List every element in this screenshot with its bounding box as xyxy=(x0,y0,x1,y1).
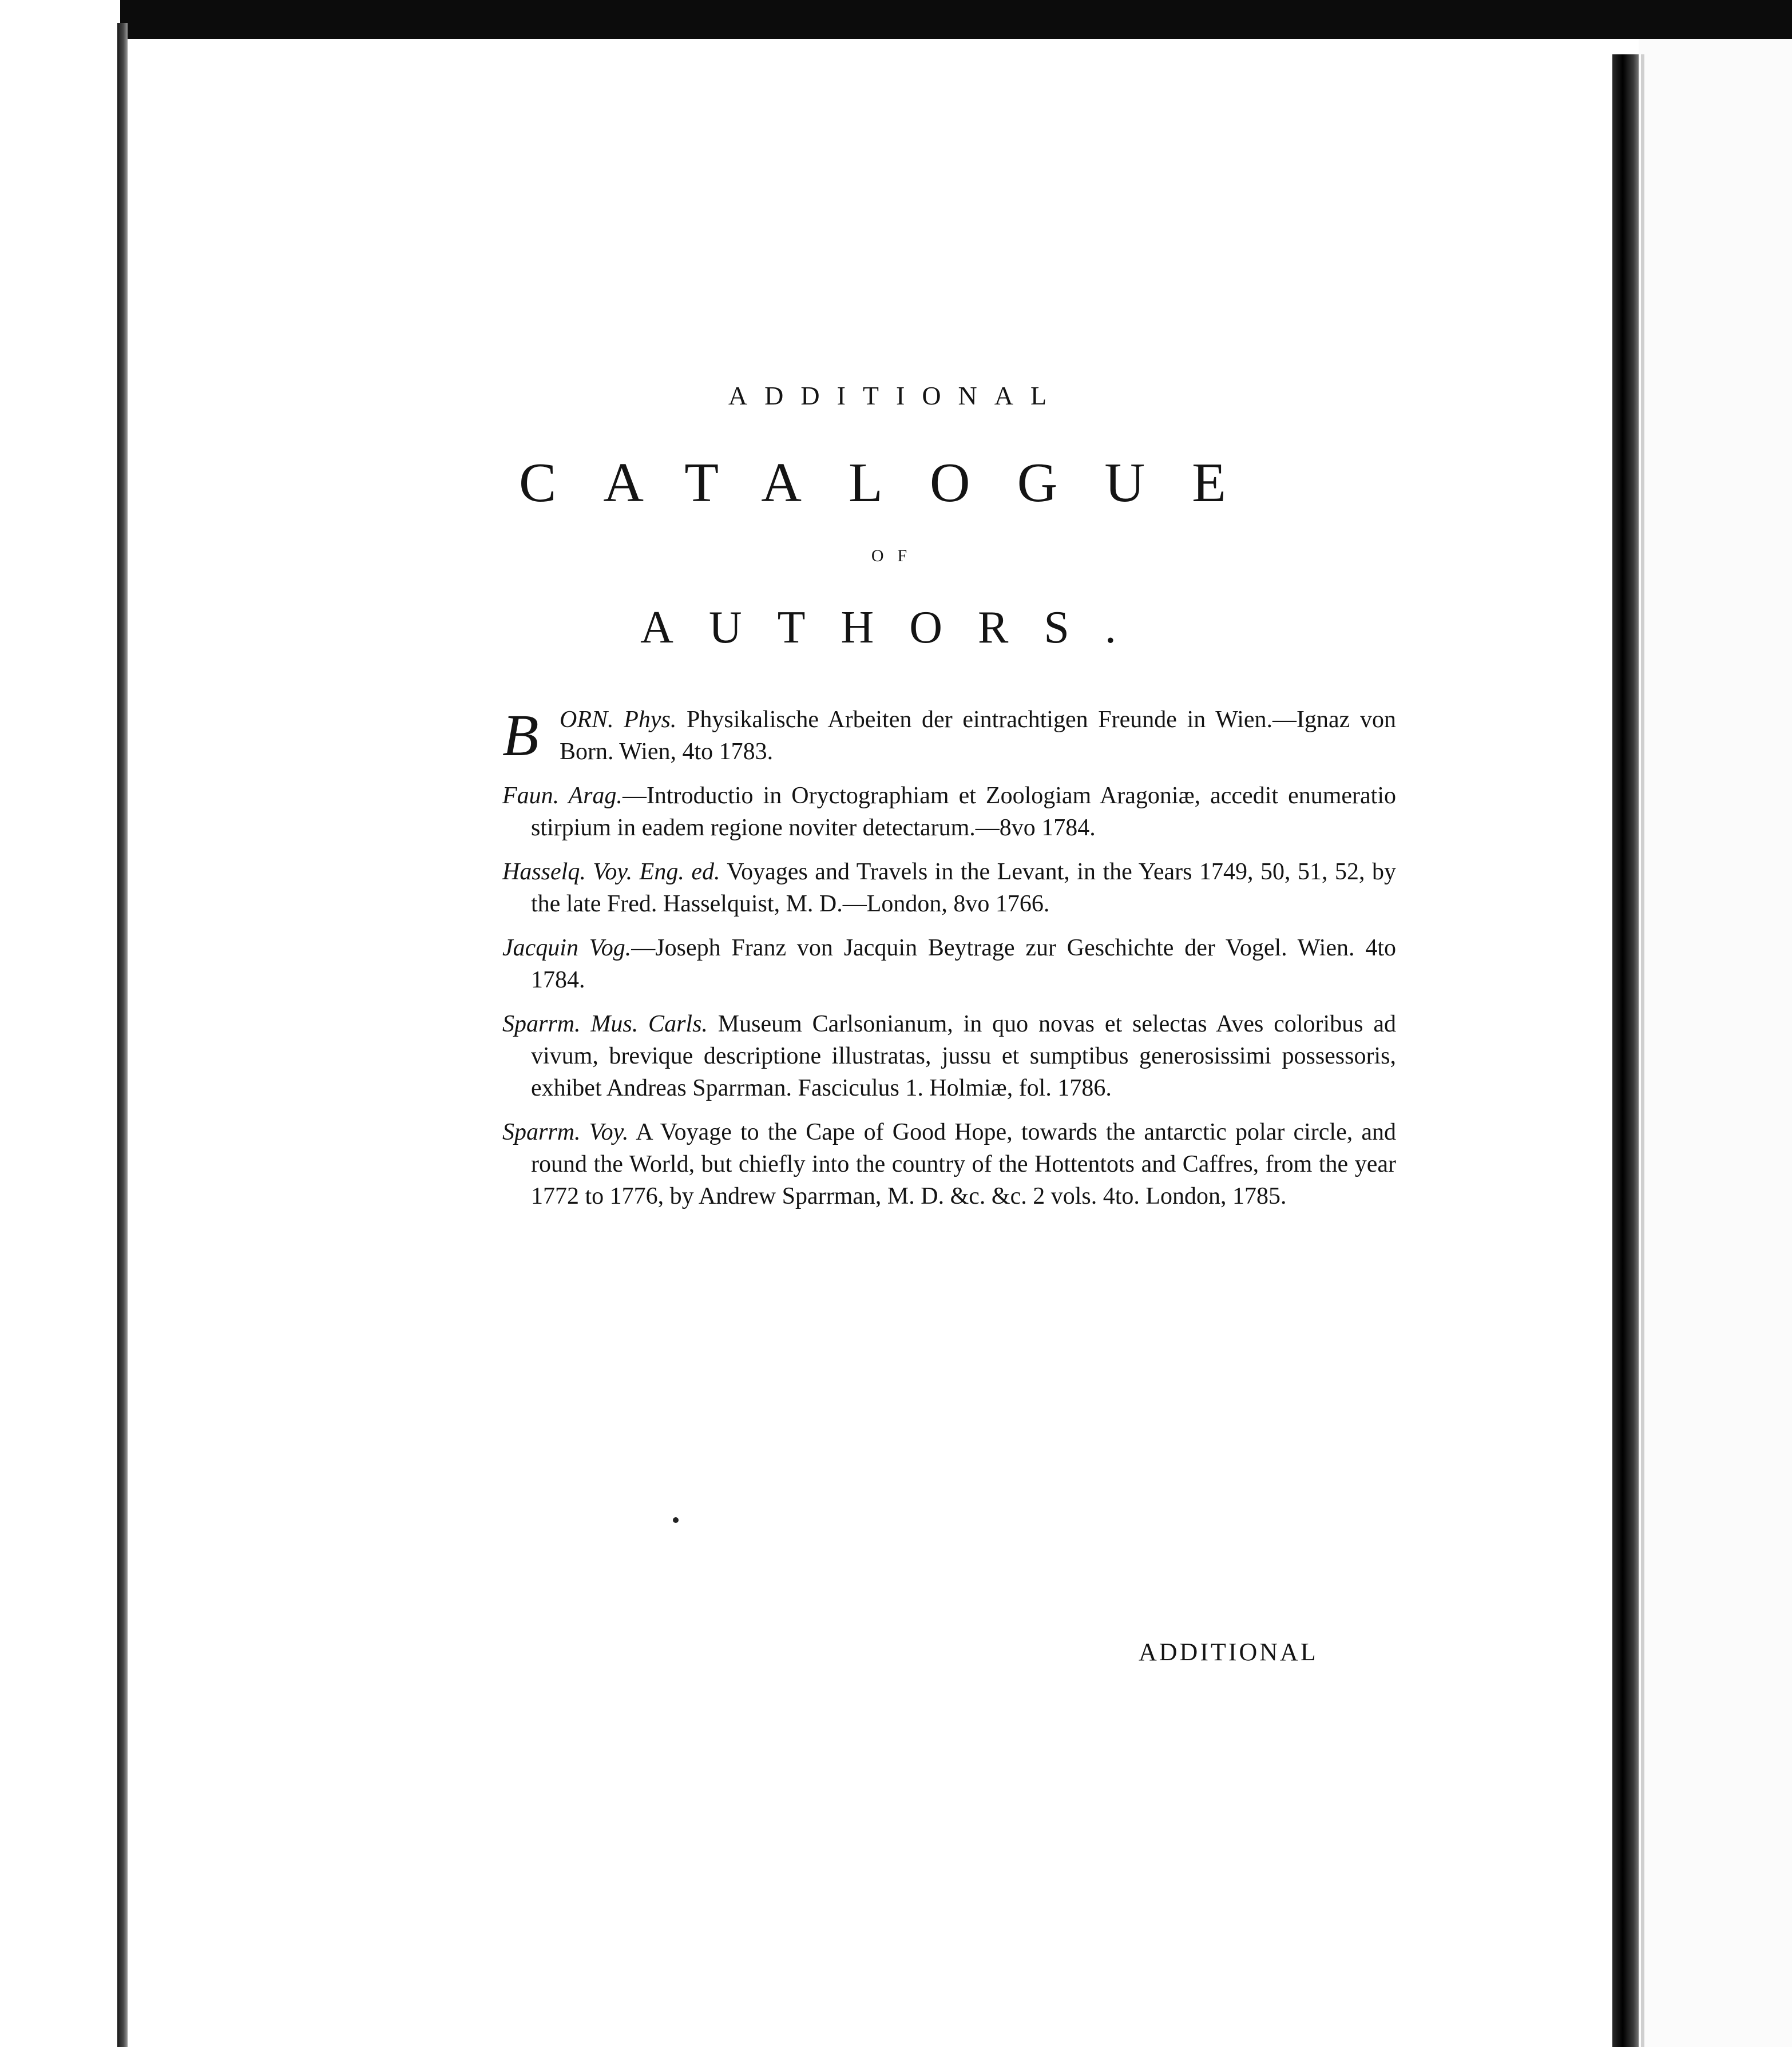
book-gutter-shadow xyxy=(1612,54,1639,2047)
entry-text: —Introductio in Oryctographiam et Zoologiam Aragoniæ, accedit enumeratio stirpium in eadem regione noviter detectarum.—8vo 1784. xyxy=(531,783,1396,841)
catalogue-entry xyxy=(502,780,1396,844)
entry-abbreviation: Hasselq. Voy. Eng. ed. xyxy=(502,859,720,885)
title-additional: ADDITIONAL xyxy=(728,381,1064,410)
catalogue-entry xyxy=(502,1116,1396,1212)
title-catalogue: CATALOGUE xyxy=(518,452,1274,514)
scan-left-margin xyxy=(0,0,120,2047)
title-authors: AUTHORS. xyxy=(640,602,1152,653)
catalogue-entries xyxy=(502,704,1396,1224)
facing-page-border xyxy=(1641,54,1644,2047)
entry-abbreviation: Sparrm. Voy. xyxy=(502,1119,629,1145)
entry-text: Physikalische Arbeiten der eintrachtigen Freunde in Wien.—Ignaz von Born. Wien, 4to 1783. xyxy=(560,707,1396,765)
entry-text: A Voyage to the Cape of Good Hope, towards the antarctic polar circle, and round the World, but chiefly into the country of the Hottentots and Caffres, from the year 1772 to 1776, by Andrew Sparrman, M. D. &c. &c. 2 vols. 4to. London, 1785. xyxy=(531,1119,1396,1209)
page-left-edge-shadow xyxy=(117,23,128,2047)
entry-abbreviation: Sparrm. Mus. Carls. xyxy=(502,1011,708,1037)
ink-speck xyxy=(673,1517,679,1523)
catalogue-entry xyxy=(502,1008,1396,1104)
entry-text: —Joseph Franz von Jacquin Beytrage zur Geschichte der Vogel. Wien. 4to 1784. xyxy=(531,935,1396,993)
facing-page-edge xyxy=(1639,39,1792,2047)
drop-cap-letter: B xyxy=(502,703,539,768)
catalogue-entry xyxy=(502,932,1396,996)
title-of: OF xyxy=(871,546,921,565)
scan-top-border xyxy=(0,0,1792,39)
catalogue-entry xyxy=(502,704,1396,768)
entry-abbreviation: Jacquin Vog. xyxy=(502,935,632,961)
catalogue-entry xyxy=(502,856,1396,920)
entry-abbreviation: ORN. Phys. xyxy=(560,707,677,733)
entry-abbreviation: Faun. Arag. xyxy=(502,783,623,809)
catchword: ADDITIONAL xyxy=(1139,1638,1318,1666)
entry-text: Voyages and Travels in the Levant, in the Years 1749, 50, 51, 52, by the late Fred. Hasselquist, M. D.—London, 8vo 1766. xyxy=(531,859,1397,917)
entry-text: Museum Carlsonianum, in quo novas et selectas Aves coloribus ad vivum, brevique descriptione illustratas, jussu et sumptibus generosissimi possessoris, exhibet Andreas Sparrman. Fasciculus 1. Holmiæ, fol. 1786. xyxy=(531,1011,1397,1101)
